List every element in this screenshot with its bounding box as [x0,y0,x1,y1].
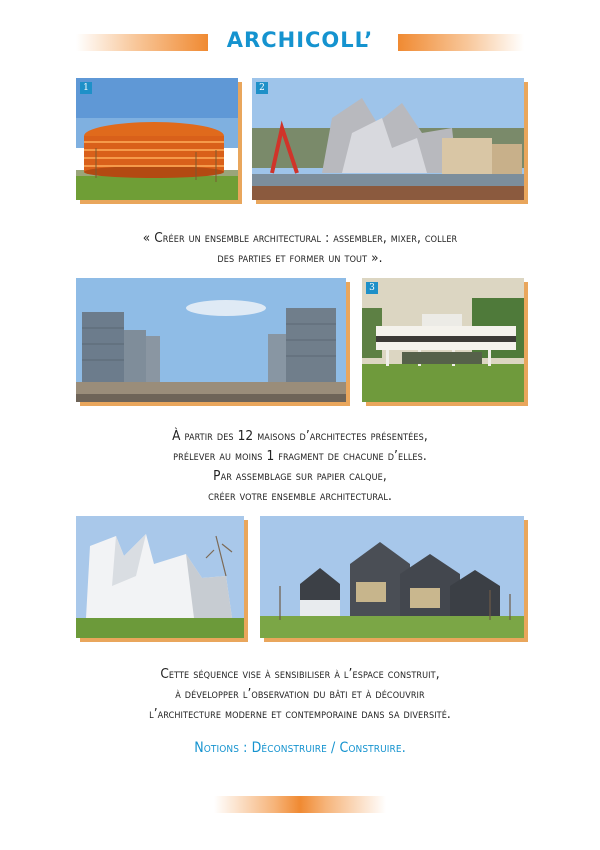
instructions-text [40,426,560,506]
photo-orange-arena [76,78,238,200]
photo-number-badge: 3 [366,282,378,294]
instructions-line-4: créer votre ensemble architectural. [208,488,392,504]
page-title: ARCHICOLL’ [226,28,374,52]
description-text [40,664,560,724]
photo-number-badge: 1 [80,82,92,94]
notions-text: Notions : Déconstruire / Construire. [194,740,406,756]
description-line-3: l’architecture moderne et contemporaine dans sa diversité. [149,706,451,722]
photo-bnf-towers [76,278,346,402]
photo-villa-savoye [362,278,524,402]
photo-vitra-museum [76,516,244,638]
instructions-line-3: Par assemblage sur papier calque, [213,468,387,484]
header-bar-right [398,34,524,51]
instructions-line-2: prélever au moins 1 fragment de chacune d’elles. [173,448,427,464]
footer-bar [214,796,386,813]
quote-line-1: « Créer un ensemble architectural : assembler, mixer, coller [142,230,458,246]
description-line-2: à développer l’observation du bâti et à découvrir [175,686,425,702]
photo-vitrahaus [260,516,524,638]
photo-guggenheim [252,78,524,200]
photo-number-badge: 2 [256,82,268,94]
instructions-line-1: À partir des 12 maisons d’architectes présentées, [172,428,428,444]
quote-text [40,228,560,268]
quote-line-2: des parties et former un tout ». [217,250,383,266]
description-line-1: Cette séquence vise à sensibiliser à l’espace construit, [160,666,440,682]
